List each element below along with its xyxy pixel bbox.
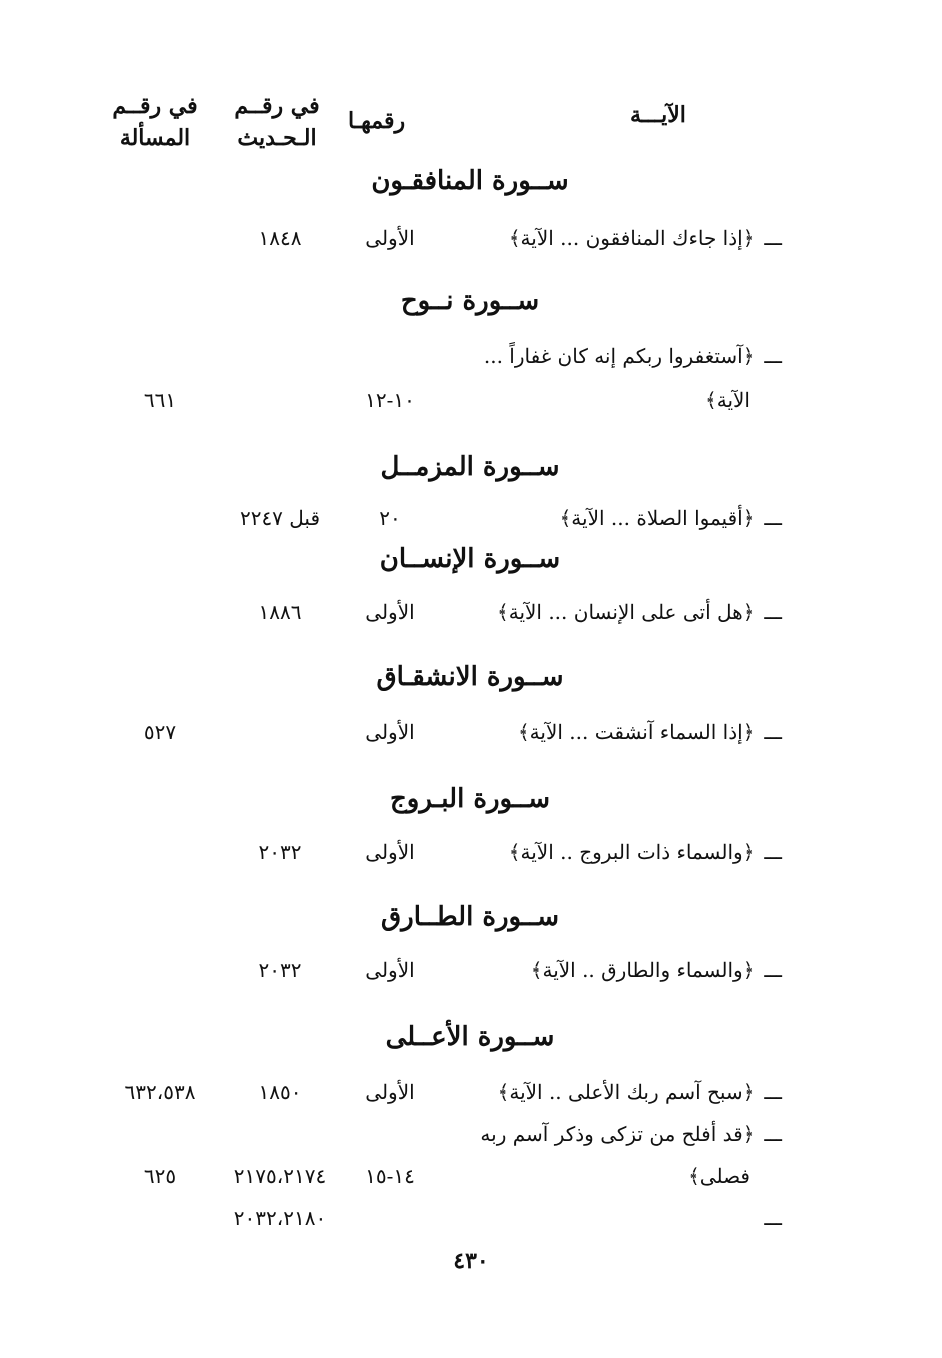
raqm-cell: ٢٠ (379, 506, 401, 530)
table-row (0, 958, 942, 994)
verse-cell (509, 840, 782, 864)
raqm-cell: ١٤-١٥ (365, 1164, 415, 1188)
raqm-cell: الأولى (365, 840, 415, 864)
hadith-cell: ١٨٥٠ (258, 1080, 302, 1104)
hadith-cell: ١٨٤٨ (258, 226, 302, 250)
raqm-cell: الأولى (365, 1080, 415, 1104)
table-row (0, 226, 942, 262)
verse-text: ﴿والسماء والطارق .. الآية﴾ (530, 958, 755, 982)
header-hadith-line2: الـحـديث (237, 125, 317, 151)
raqm-cell: الأولى (365, 720, 415, 744)
verse-cell (518, 720, 782, 744)
table-row (0, 840, 942, 876)
masala-cell: ٦٦١ (143, 388, 177, 412)
surah-title: ســورة الإنســان (379, 544, 561, 574)
header-hadith-line1: في رقــم (234, 93, 320, 119)
dash: ـــ (764, 840, 782, 864)
table-row (0, 388, 942, 424)
verse-cell (531, 958, 782, 982)
verse-text: ﴿والسماء ذات البروج .. الآية﴾ (508, 840, 755, 864)
hadith-cell: ٢١٧٥،٢١٧٤ (233, 1164, 327, 1188)
raqm-cell: الأولى (365, 958, 415, 982)
verse-cell (498, 1080, 782, 1104)
hadith-cell: ٢٠٣٢،٢١٨٠ (233, 1206, 327, 1230)
verse-cont-cell: فصلى﴾ (688, 1164, 750, 1188)
raqm-cell: ١٠-١٢ (365, 388, 415, 412)
dash: ـــ (764, 600, 782, 624)
verse-cell (497, 600, 782, 624)
header-ayah: الآيـــة (630, 102, 686, 128)
table-row (0, 600, 942, 636)
verse-text: ﴿أقيموا الصلاة ... الآية﴾ (559, 506, 755, 530)
hadith-cell: ٢٠٣٢ (258, 958, 302, 982)
verse-cell (754, 1206, 782, 1230)
raqm-cell: الأولى (365, 226, 415, 250)
dash: ـــ (764, 1206, 782, 1230)
verse-text: ﴿إذا جاءك المنافقون ... الآية﴾ (508, 226, 755, 250)
verse-cell (480, 1122, 782, 1146)
dash: ـــ (764, 720, 782, 744)
dash: ـــ (764, 1122, 782, 1146)
surah-title: ســورة المنافقـون (371, 166, 569, 196)
verse-text: ﴿هل أتى على الإنسان ... الآية﴾ (497, 600, 755, 624)
dash: ـــ (764, 1080, 782, 1104)
table-row (0, 1206, 942, 1242)
surah-title: ســورة نــوح (400, 286, 540, 316)
dash: ـــ (764, 958, 782, 982)
table-row (0, 720, 942, 756)
masala-cell: ٦٣٢،٥٣٨ (124, 1080, 196, 1104)
surah-title: ســورة البـروج (390, 784, 550, 814)
masala-cell: ٦٢٥ (143, 1164, 177, 1188)
raqm-cell: الأولى (365, 600, 415, 624)
dash: ـــ (764, 226, 782, 250)
verse-text: ﴿آستغفروا ربكم إنه كان غفاراً ... (483, 344, 755, 368)
table-row (0, 1122, 942, 1158)
verse-text: ﴿سبح آسم ربك الأعلى .. الآية﴾ (497, 1080, 755, 1104)
header-hadith (222, 90, 332, 154)
hadith-cell: ١٨٨٦ (258, 600, 302, 624)
table-row (0, 1080, 942, 1116)
surah-title: ســورة الانشقـاق (376, 662, 564, 692)
table-row (0, 1164, 942, 1200)
hadith-cell: ٢٠٣٢ (258, 840, 302, 864)
verse-cell (509, 226, 782, 250)
table-row (0, 506, 942, 542)
header-masala-line2: المسألة (119, 125, 191, 151)
masala-cell: ٥٢٧ (143, 720, 177, 744)
table-row (0, 344, 942, 380)
header-raqmuha: رقمهـا (348, 108, 406, 134)
hadith-cell: قبل ٢٢٤٧ (239, 506, 321, 530)
verse-text: ﴿إذا السماء آنشقت ... الآية﴾ (517, 720, 755, 744)
header-masala-line1: في رقــم (112, 93, 198, 119)
verse-cont-cell: الآية﴾ (705, 388, 750, 412)
surah-title: ســورة الأعــلى (385, 1022, 555, 1052)
page-number: ٤٣٠ (453, 1248, 489, 1274)
surah-title: ســورة الطــارق (380, 902, 560, 932)
surah-title: ســورة المزمــل (380, 452, 560, 482)
verse-cell (484, 344, 782, 368)
verse-text: ﴿قد أفلح من تزكى وذكر آسم ربه (480, 1122, 755, 1146)
header-masala (100, 90, 210, 154)
dash: ـــ (764, 344, 782, 368)
verse-cell (560, 506, 782, 530)
dash: ـــ (764, 506, 782, 530)
